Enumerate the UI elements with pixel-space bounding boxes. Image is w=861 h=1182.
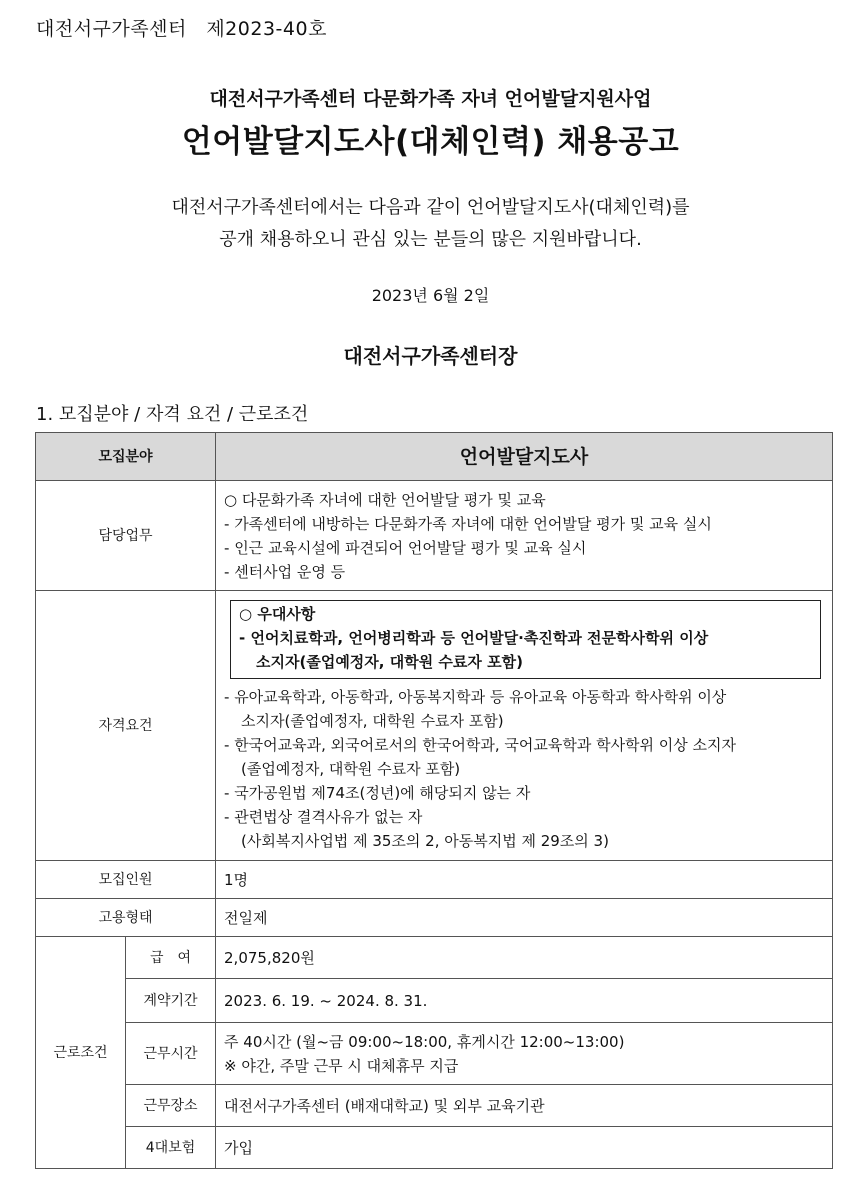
employment-type-label: 고용형태 <box>36 899 216 937</box>
duties-row <box>36 481 833 591</box>
duty-line: - 인근 교육시설에 파견되어 언어발달 평가 및 교육 실시 <box>224 538 587 557</box>
employment-type-value: 전일제 <box>216 899 833 937</box>
publish-date: 2023년 6월 2일 <box>371 286 490 305</box>
notice-title: 언어발달지도사(대체인력) 채용공고 <box>181 124 680 160</box>
section-1-heading: 1. 모집분야 / 자격 요건 / 근로조건 <box>36 404 309 425</box>
qualifications-content <box>216 591 833 861</box>
duties-content <box>216 481 833 591</box>
duties-label: 담당업무 <box>36 481 216 591</box>
hours-note: ※ 야간, 주말 근무 시 대체휴무 지급 <box>224 1056 459 1075</box>
qualification-item: - 관련법상 결격사유가 없는 자 <box>224 808 423 826</box>
hours-label: 근무시간 <box>126 1023 216 1085</box>
qualification-item: - 유아교육학과, 아동학과, 아동복지학과 등 유아교육 아동학과 학사학위 이상 <box>224 688 727 706</box>
intro-line-1: 대전서구가족센터에서는 다음과 같이 언어발달지도사(대체인력)를 <box>171 197 690 218</box>
contract-label: 계약기간 <box>126 979 216 1023</box>
qualification-item-cont: (졸업예정자, 대학원 수료자 포함) <box>241 760 461 778</box>
qualification-item-cont: (사회복지사업법 제 35조의 2, 아동복지법 제 29조의 3) <box>241 832 609 850</box>
insurance-row <box>36 1127 833 1169</box>
headcount-value: 1명 <box>216 861 833 899</box>
qualifications-row <box>36 591 833 861</box>
field-header-value: 언어발달지도사 <box>216 433 833 481</box>
preferred-title: ○ 우대사항 <box>239 605 316 623</box>
duty-line: - 가족센터에 내방하는 다문화가족 자녀에 대한 언어발달 평가 및 교육 실시 <box>224 514 712 533</box>
place-value: 대전서구가족센터 (배재대학교) 및 외부 교육기관 <box>216 1085 833 1127</box>
duty-line: - 센터사업 운영 등 <box>224 562 346 581</box>
insurance-value: 가입 <box>216 1127 833 1169</box>
place-label: 근무장소 <box>126 1085 216 1127</box>
recruitment-table <box>35 432 833 1169</box>
headcount-row <box>36 861 833 899</box>
salary-value: 2,075,820원 <box>216 937 833 979</box>
hours-row <box>36 1023 833 1085</box>
notice-subtitle: 대전서구가족센터 다문화가족 자녀 언어발달지원사업 <box>209 88 652 110</box>
organization-signature: 대전서구가족센터장 <box>343 344 518 368</box>
hours-content <box>216 1023 833 1085</box>
qualification-item-cont: 소지자(졸업예정자, 대학원 수료자 포함) <box>241 712 504 730</box>
preferred-box <box>230 600 821 679</box>
place-row <box>36 1085 833 1127</box>
contract-row <box>36 979 833 1023</box>
intro-paragraph <box>0 192 861 256</box>
duty-line: ○ 다문화가족 자녀에 대한 언어발달 평가 및 교육 <box>224 490 546 509</box>
field-header-label: 모집분야 <box>36 433 216 481</box>
employment-type-row <box>36 899 833 937</box>
intro-line-2: 공개 채용하오니 관심 있는 분들의 많은 지원바랍니다. <box>219 229 642 250</box>
hours-line: 주 40시간 (월~금 09:00~18:00, 휴게시간 12:00~13:00) <box>224 1032 625 1051</box>
headcount-label: 모집인원 <box>36 861 216 899</box>
document-number: 대전서구가족센터 제2023-40호 <box>36 18 327 40</box>
qualification-item: - 한국어교육과, 외국어로서의 한국어학과, 국어교육학과 학사학위 이상 소지자 <box>224 736 737 754</box>
qualification-item: - 국가공원법 제74조(정년)에 해당되지 않는 자 <box>224 784 531 802</box>
preferred-line: - 언어치료학과, 언어병리학과 등 언어발달·촉진학과 전문학사학위 이상 <box>239 629 709 647</box>
salary-row <box>36 937 833 979</box>
insurance-label: 4대보험 <box>126 1127 216 1169</box>
salary-label: 급 여 <box>126 937 216 979</box>
table-header-row <box>36 433 833 481</box>
preferred-line-cont: 소지자(졸업예정자, 대학원 수료자 포함) <box>256 653 523 671</box>
conditions-label: 근로조건 <box>36 937 126 1169</box>
contract-value: 2023. 6. 19. ~ 2024. 8. 31. <box>216 979 833 1023</box>
qualifications-label: 자격요건 <box>36 591 216 861</box>
